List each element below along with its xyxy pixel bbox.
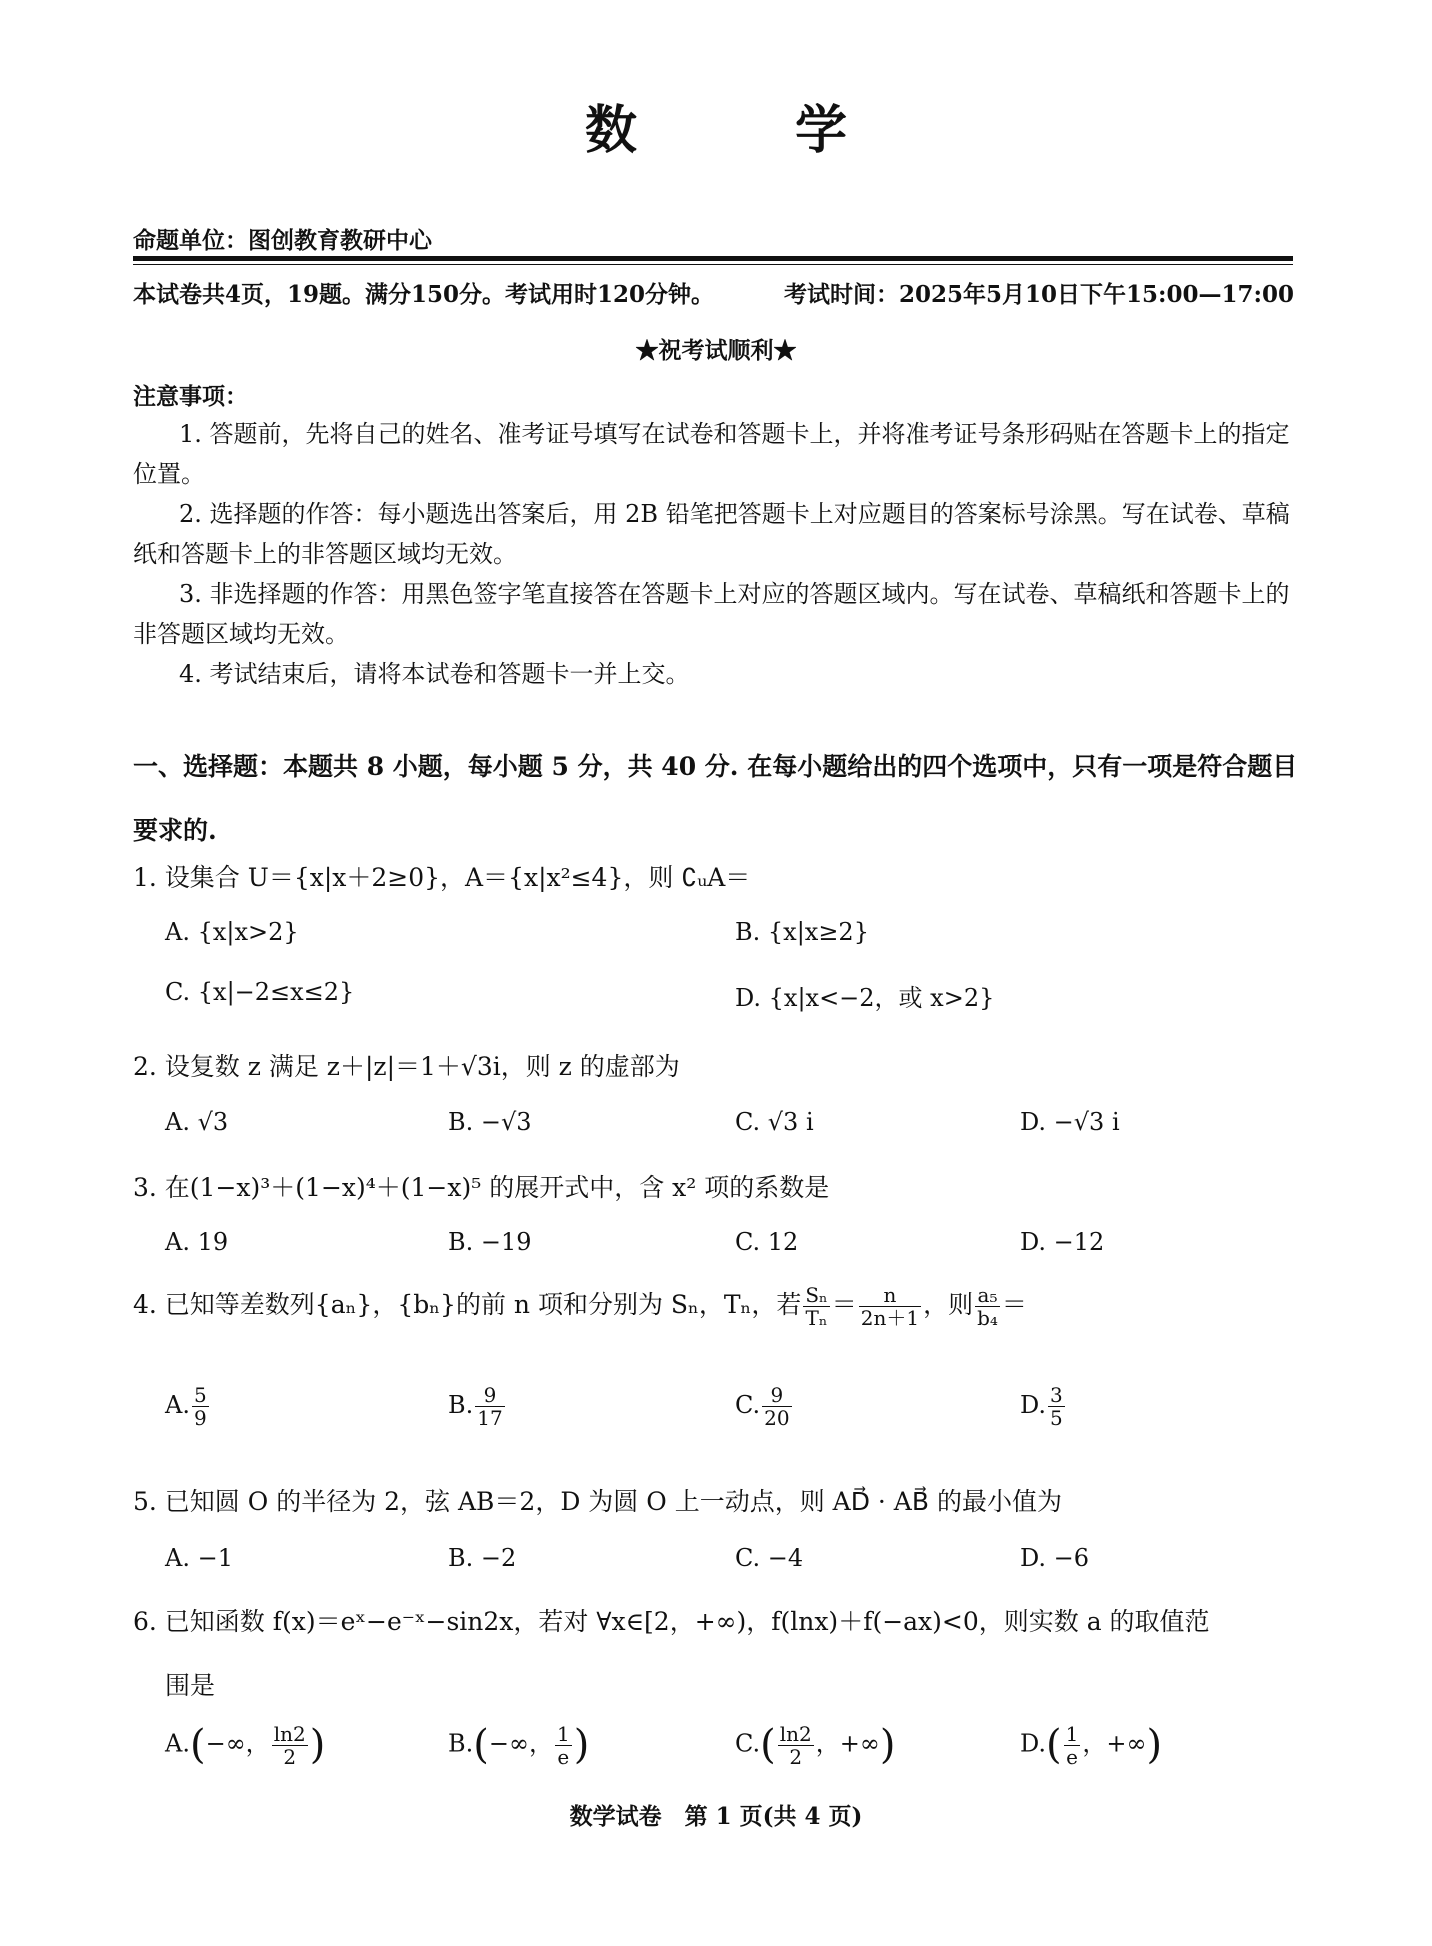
fraction-denominator: e — [1066, 1744, 1078, 1769]
q4-fraction-a5-over-b4 — [975, 1284, 1000, 1329]
fraction-denominator: 5 — [1050, 1406, 1063, 1430]
notice-item: 3. 非选择题的作答：用黑色签字笔直接答在答题卡上对应的答题区域内。写在试卷、草稿纸和答题卡上的非答题区域均无效。 — [133, 580, 1290, 648]
fraction-denominator: Tₙ — [805, 1306, 828, 1330]
option-fraction — [555, 1723, 572, 1768]
q3-option-a: A. 19 — [165, 1228, 229, 1256]
notice-heading: 注意事项： — [133, 383, 248, 410]
option-fraction — [1064, 1723, 1081, 1768]
q2-option-b: B. −√3 — [448, 1108, 532, 1136]
fraction-numerator: ln2 — [273, 1721, 306, 1746]
option-label: C. — [735, 1729, 761, 1758]
question-5-stem: 5. 已知圆 O 的半径为 2，弦 AB＝2，D 为圆 O 上一动点，则 AD⃗ · AB⃗ 的最小值为 — [133, 1487, 1062, 1516]
fraction-numerator: Sₙ — [805, 1283, 828, 1307]
option-fraction — [1048, 1384, 1065, 1429]
header-rule-thin — [133, 264, 1293, 265]
interval-left: −∞， — [488, 1729, 553, 1758]
q3-option-d: D. −12 — [1020, 1228, 1105, 1256]
q4-fraction-n-over-2n1 — [859, 1284, 921, 1329]
right-paren: ) — [1146, 1722, 1163, 1768]
question-3-stem: 3. 在(1−x)³＋(1−x)⁴＋(1−x)⁵ 的展开式中，含 x² 项的系数是 — [133, 1173, 830, 1202]
exam-time: 考试时间：2025年5月10日下午15:00—17:00 — [783, 281, 1294, 308]
q2-option-a: A. √3 — [165, 1108, 229, 1136]
q4-option-b — [448, 1384, 507, 1429]
notice-item: 2. 选择题的作答：每小题选出答案后，用 2B 铅笔把答题卡上对应题目的答案标号涂黑。写在试卷、草稿纸和答题卡上的非答题区域均无效。 — [133, 500, 1290, 568]
q5-option-b: B. −2 — [448, 1544, 517, 1572]
option-fraction — [778, 1723, 814, 1768]
fraction-numerator: 9 — [475, 1384, 504, 1407]
q2-option-d: D. −√3 i — [1020, 1108, 1120, 1136]
q6-option-c — [735, 1722, 895, 1768]
q3-option-b: B. −19 — [448, 1228, 532, 1256]
option-label: D. — [1020, 1391, 1047, 1419]
interval-right: ，+∞ — [1082, 1729, 1147, 1758]
page-title: 数 学 — [584, 100, 918, 161]
fraction-denominator: b₄ — [977, 1306, 998, 1330]
fraction-denominator: 20 — [764, 1406, 790, 1430]
q4-stem-text: ＝ — [1001, 1290, 1027, 1319]
fraction-numerator: ln2 — [779, 1721, 812, 1746]
option-label: A. — [165, 1729, 190, 1758]
left-paren: ( — [760, 1722, 776, 1768]
interval-left: −∞， — [205, 1729, 270, 1758]
q1-option-a: A. {x|x>2} — [165, 918, 299, 946]
fraction-denominator: e — [557, 1744, 570, 1769]
option-label: D. — [1020, 1729, 1047, 1758]
q1-option-c: C. {x|−2≤x≤2} — [165, 978, 355, 1006]
option-label: B. — [448, 1391, 474, 1419]
option-fraction — [762, 1384, 791, 1429]
left-paren: ( — [1046, 1722, 1062, 1768]
q4-stem-text: ，则 — [923, 1290, 974, 1319]
section-heading: 一、选择题：本题共 8 小题，每小题 5 分，共 40 分. 在每小题给出的四个选项中，只有一项是符合题目要求的. — [133, 752, 1298, 845]
q1-option-d: D. {x|x<−2，或 x>2} — [735, 984, 995, 1012]
fraction-denominator: 2n＋1 — [860, 1306, 920, 1330]
fraction-numerator: 1 — [1065, 1721, 1079, 1746]
organizer: 命题单位：图创教育教研中心 — [133, 227, 432, 254]
q5-option-c: C. −4 — [735, 1544, 804, 1572]
question-6-stem-cont: 围是 — [165, 1671, 216, 1700]
good-luck-banner: ★祝考试顺利★ — [635, 337, 797, 364]
q4-option-c — [735, 1384, 794, 1429]
option-label: A. — [165, 1391, 190, 1419]
q5-option-d: D. −6 — [1020, 1544, 1090, 1572]
fraction-denominator: 2 — [789, 1744, 803, 1769]
question-6-stem: 6. 已知函数 f(x)＝eˣ−e⁻ˣ−sin2x，若对 ∀x∈[2，+∞)，f(lnx)＋f(−ax)<0，则实数 a 的取值范 — [133, 1607, 1210, 1636]
fraction-numerator: 9 — [762, 1384, 791, 1407]
q6-option-a — [165, 1722, 325, 1768]
q4-option-d — [1020, 1384, 1067, 1429]
q2-option-c: C. √3 i — [735, 1108, 814, 1136]
fraction-denominator: 9 — [193, 1406, 207, 1430]
question-1-stem: 1. 设集合 U＝{x|x＋2≥0}，A＝{x|x²≤4}，则 ∁ᵤA＝ — [133, 863, 751, 892]
q4-stem-text: 4. 已知等差数列{aₙ}，{bₙ}的前 n 项和分别为 Sₙ，Tₙ，若 — [133, 1290, 802, 1319]
left-paren: ( — [189, 1722, 206, 1768]
q3-option-c: C. 12 — [735, 1228, 799, 1256]
fraction-numerator: a₅ — [975, 1284, 1000, 1307]
fraction-numerator: 3 — [1050, 1383, 1063, 1407]
question-2-stem: 2. 设复数 z 满足 z＋|z|＝1＋√3i，则 z 的虚部为 — [133, 1052, 680, 1081]
header-rule — [133, 256, 1293, 261]
fraction-denominator: 2 — [283, 1744, 297, 1769]
q4-option-a — [165, 1384, 211, 1429]
option-label: B. — [448, 1729, 474, 1758]
q4-fraction-s-over-t — [803, 1284, 829, 1329]
fraction-numerator: n — [859, 1284, 921, 1307]
q5-option-a: A. −1 — [165, 1544, 233, 1572]
option-fraction — [272, 1723, 308, 1768]
interval-right: ，+∞ — [815, 1729, 880, 1758]
option-fraction — [192, 1384, 209, 1429]
exam-info: 本试卷共4页，19题。满分150分。考试用时120分钟。 — [133, 281, 715, 308]
q6-option-b — [448, 1722, 589, 1768]
q1-option-b: B. {x|x≥2} — [735, 918, 869, 946]
option-label: C. — [735, 1391, 761, 1419]
fraction-numerator: 1 — [556, 1721, 570, 1746]
page-footer: 数学试卷 第 1 页(共 4 页) — [569, 1803, 863, 1830]
right-paren: ) — [879, 1722, 896, 1768]
left-paren: ( — [473, 1722, 489, 1768]
notice-item: 1. 答题前，先将自己的姓名、准考证号填写在试卷和答题卡上，并将准考证号条形码贴在答题卡上的指定位置。 — [133, 420, 1290, 488]
notice-list — [133, 414, 1303, 694]
right-paren: ) — [309, 1722, 326, 1768]
fraction-denominator: 17 — [477, 1406, 503, 1430]
right-paren: ) — [573, 1722, 590, 1768]
fraction-numerator: 5 — [193, 1383, 207, 1407]
option-fraction — [475, 1384, 504, 1429]
q6-option-d — [1020, 1722, 1162, 1768]
notice-item: 4. 考试结束后，请将本试卷和答题卡一并上交。 — [179, 660, 690, 688]
equals-sign: ＝ — [831, 1290, 857, 1319]
question-4-stem — [133, 1284, 1027, 1329]
